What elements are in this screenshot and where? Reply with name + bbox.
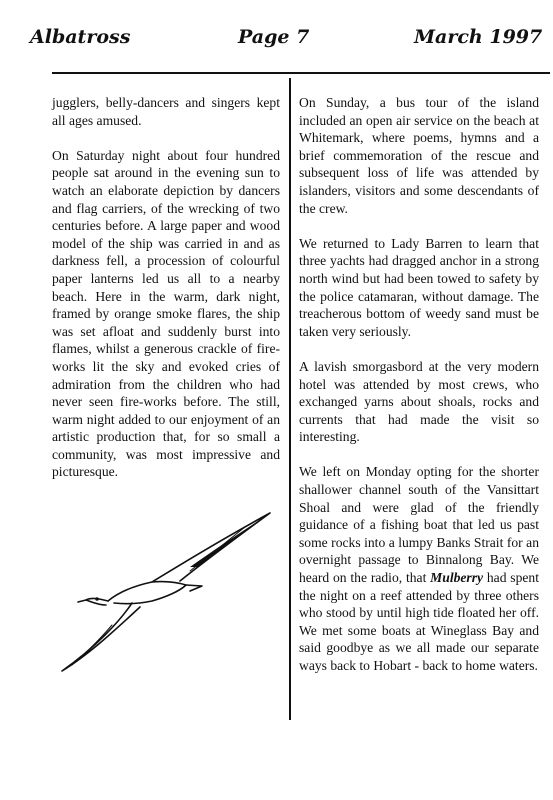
- paragraph: A lavish smorgasbord at the very modern hotel was attended by most crews, who exchanged yarns about shoals, rocks and currents that had made the visit so interesting.: [299, 358, 539, 445]
- paragraph-text: had spent the night on a reef attended by three others who stood by until high tide floated her off. We met some boats at Wineglass Bay and said goodbye as we all made our separate ways back to Hobart - back to home waters.: [299, 570, 539, 673]
- albatross-icon: [40, 505, 280, 675]
- paragraph: We returned to Lady Barren to learn that three yachts had dragged anchor in a strong north wind but had been towed to safety by the police catamaran, without damage. The treacherous bottom of weedy sand must be taken very seriously.: [299, 235, 539, 339]
- publication-title: Albatross: [30, 26, 131, 48]
- page-number: Page 7: [238, 26, 310, 48]
- issue-date: March 1997: [414, 26, 543, 48]
- boat-name: Mulberry: [430, 570, 484, 586]
- left-column: [52, 94, 280, 499]
- page-header: [0, 26, 553, 56]
- paragraph: [299, 463, 539, 674]
- right-column: [299, 94, 539, 692]
- paragraph-text: We left on Monday opting for the shorter shallower channel south of the Vansittart Shoal and were glad of the friendly guidance of a fishing boat that led us past some rocks into a lumpy Banks Strait for an overnight passage to Binnalong Bay. We heard on the radio, that: [299, 464, 539, 586]
- header-rule: [52, 72, 550, 74]
- paragraph: On Saturday night about four hundred people sat around in the evening sun to watch an elaborate depiction by dancers and flag carriers, of the wrecking of two centuries before. A large paper and wood model of the ship was carried in and as darkness fell, a procession of colourful paper lanterns led us all to a nearby beach. Here in the warm, dark night, framed by orange smoke flares, the ship was set afloat and suddenly burst into flames, whilst a generous crackle of fire-works lit the sky and evoked cries of admiration from the children who had never seen fire-works before. The still, warm night added to our enjoyment of an artistic production that, for so small a community, was most impressive and picturesque.: [52, 147, 280, 480]
- paragraph: jugglers, belly-dancers and singers kept all ages amused.: [52, 95, 280, 128]
- column-divider: [289, 78, 291, 720]
- paragraph: On Sunday, a bus tour of the island included an open air service on the beach at Whitemark, where poems, hymns and a brief commemoration of the rescue and subsequent loss of life was attended by islanders, visitors and some descendants of the crew.: [299, 95, 539, 216]
